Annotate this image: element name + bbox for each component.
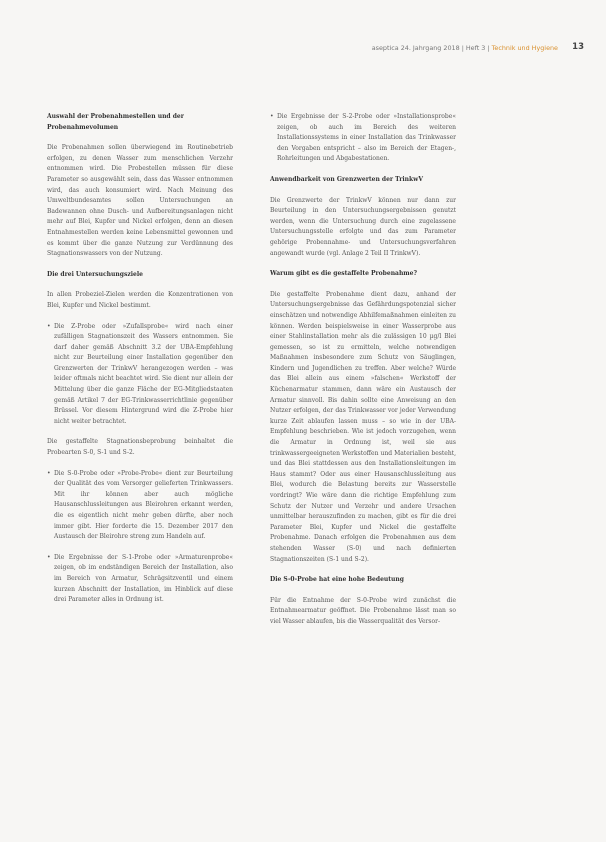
running-header xyxy=(372,44,558,52)
paragraph: Die Probenahmen sollen überwiegend im Routinebetrieb erfolgen, zu denen Wasser zum menschlichen Verzehr entnommen wird. Die Probestellen müssen für diese Parameter so ausgewählt sein, dass das Wasser entnommen wird, das auch konsumiert wird. Nach Meinung des Umweltbundesamtes sollen Untersuchungen an Badewannen ohne Dusch- und Aufbereitungsanlagen nicht mehr auf Blei, Kupfer und Nickel erfolgen, denn an diesen Entnahmestellen werden keine Lebensmittel gewonnen und es kommt über die ganze Nutzung zur Verdünnung des Stagnationswassers von der Nutzung. xyxy=(47,144,233,258)
paragraph: Für die Entnahme der S-0-Probe wird zunächst die Entnahmearmatur geöffnet. Die Probenahme lässt man so viel Wasser ablaufen, bis die Wasserqualität des Versor- xyxy=(270,596,456,625)
paragraph: Die gestaffelte Stagnationsbeprobung beinhaltet die Probearten S-0, S-1 und S-2. xyxy=(47,438,233,457)
list-item: • Die Z-Probe oder »Zufallsprobe« wird nach einer zufälligen Stagnationszeit des Wassers entnommen. Sie darf daher gemäß Abschnitt 3.2 der UBA-Empfehlung nicht zur Beurteilung einer Installation gegenüber den Grenzwerten der TrinkwV herangezogen werden – was leider oftmals nicht beachtet wird. Sie dient nur allein der Mittelung über die ganze Fläche der EG-Mitgliedstaaten gemäß Artikel 7 der EG-Trinkwasserrichtlinie gegenüber Brüssel. Vor diesem Hintergrund wird die Z-Probe hier nicht weiter betrachtet. xyxy=(47,322,233,425)
paragraph: In allen Probeziel-Zielen werden die Konzentrationen von Blei, Kupfer und Nickel bestimmt. xyxy=(47,291,233,309)
section-name: Technik und Hygiene xyxy=(491,44,558,52)
list-item: • Die S-0-Probe oder »Probe-Probe« dient zur Beurteilung der Qualität des vom Versorger gelieferten Trinkwassers. Mit ihr können aber auch mögliche Hausanschlussleitungen aus Bleirohren erkannt werden, die es eigentlich nicht mehr geben dürfte, aber noch immer gibt. Hier forderte die 15. Dezember 2017 den Austausch der Bleirohre streng zum Handeln auf. xyxy=(47,469,233,541)
bullet-list xyxy=(47,322,233,428)
heading-grenzwerte: Anwendbarkeit von Grenzwerten der TrinkwV xyxy=(270,175,423,183)
list-item: • Die Ergebnisse der S-2-Probe oder »Installationsprobe« zeigen, ob auch im Bereich des weiteren Installationssystems in einer Installation das Trinkwasser den Vorgaben entspricht – also im Bereich der Etagen-, Rohrleitungen und Abgabestationen. xyxy=(270,113,456,163)
heading-untersuchungsziele: Die drei Untersuchungsziele xyxy=(47,270,143,278)
bullet-list xyxy=(47,469,233,606)
left-column xyxy=(47,112,233,616)
paragraph: Die Grenzwerte der TrinkwV können nur dann zur Beurteilung in den Untersuchungsergebnissen genutzt werden, wenn die Untersuchung durch eine zugelassene Untersuchungsstelle erfolgte und das zum Parameter gehörige Probennahme- und Untersuchungsverfahren angewandt wurde (vgl. Anlage 2 Teil II TrinkwV). xyxy=(270,196,456,257)
heading-gestaffelte-probenahme: Warum gibt es die gestaffelte Probenahme? xyxy=(270,270,417,278)
heading-s0-probe: Die S-0-Probe hat eine hohe Bedeutung xyxy=(270,576,404,584)
bullet-list xyxy=(270,112,456,165)
bullet-icon: • xyxy=(270,113,274,120)
publication-info: aseptica 24. Jahrgang 2018 | Heft 3 | xyxy=(371,44,490,52)
bullet-icon: • xyxy=(47,469,51,477)
bullet-icon: • xyxy=(47,553,51,561)
page-header xyxy=(0,0,606,60)
right-column xyxy=(270,112,456,638)
list-item: • Die Ergebnisse der S-1-Probe oder »Armaturenprobe« zeigen, ob im endständigen Bereich der Installation, also im Bereich von Armatur, Schrägsitzventil und einem kurzen Abschnitt der Installation, im Hinblick auf diese drei Parameter alles in Ordnung ist. xyxy=(47,553,233,604)
paragraph: Die gestaffelte Probenahme dient dazu, anhand der Untersuchungsergebnisse das Gefährdungspotenzial sicher einschätzen und notwendige Abhilfemaßnahmen einleiten zu können. Werden beispielsweise in einer Wasserprobe aus einer Stahlinstallation mehr als die zulässigen 10 µg/l Blei gemessen, so ist zu ermitteln, welche notwendigen Maßnahmen insbesondere zum Schutz von Säuglingen, Kindern und Jugendlichen zu treffen. Aber welche? Würde das Blei allein aus einem »falschen« Werkstoff der Küchenarmatur stammen, dann wäre ein Austausch der Armatur sinnvoll. Bis dahin sollte eine Anweisung an den Nutzer erfolgen, der das Trinkwasser vor jeder Verwendung kurze Zeit ablaufen lassen muss – so wie in der UBA-Empfehlung beschrieben. Wie ist jedoch vorzugehen, wenn die Armatur in Ordnung ist, weil sie aus trinkwassergeeigneten Werkstoffen und Materialien besteht, und das Blei stattdessen aus den Installationsleitungen im Haus stammt? Oder aus einer Hausanschlussleitung aus Blei, wodurch die Belastung bereits zur Wasserstelle vordringt? Wie wäre dann die richtige Empfehlung zum Schutz der Nutzer und Verzehr und andere Ursachen unmittelbar herauszufinden zu machen, gibt es für die drei Parameter Blei, Kupfer und Nickel die gestaffelte Probenahme. Danach erfolgen die Probenahmen aus dem stehenden Wasser (S-0) und nach definierten Stagnationszeiten (S-1 und S-2). xyxy=(270,290,456,563)
page-number: 13 xyxy=(572,42,584,52)
bullet-icon: • xyxy=(47,322,51,330)
heading-probenahmestellen: Auswahl der Probenahmestellen und der Probenahmevolumen xyxy=(47,113,184,131)
